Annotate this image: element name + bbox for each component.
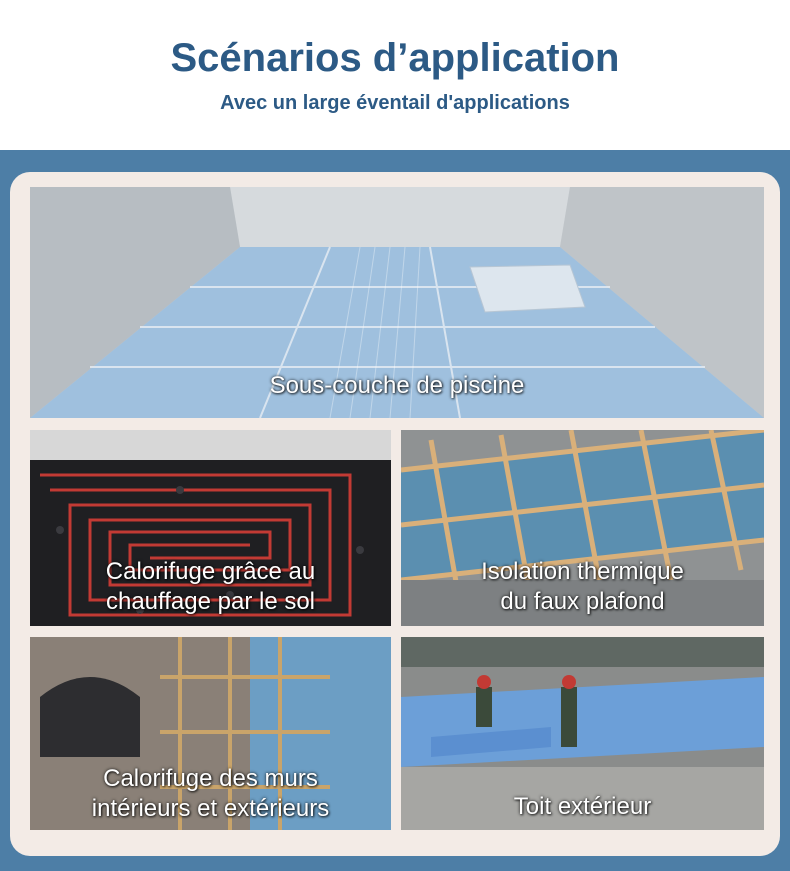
caption-pool-underlay bbox=[30, 371, 764, 401]
caption-line: Calorifuge des murs bbox=[103, 765, 318, 792]
caption-floor-heating bbox=[30, 557, 391, 617]
caption-line: Calorifuge grâce au bbox=[105, 558, 316, 585]
photo-exterior-roof bbox=[401, 637, 764, 830]
caption-exterior-roof bbox=[401, 792, 764, 822]
photo-walls bbox=[30, 637, 391, 830]
page-title: Scénarios d’application bbox=[170, 36, 620, 80]
header bbox=[0, 0, 790, 150]
caption-line: chauffage par le sol bbox=[105, 588, 316, 615]
caption-line: Sous-couche de piscine bbox=[269, 372, 525, 399]
photo-pool-underlay bbox=[30, 187, 764, 418]
caption-walls bbox=[30, 764, 391, 824]
caption-line: du faux plafond bbox=[500, 588, 665, 615]
caption-line: intérieurs et extérieurs bbox=[91, 795, 330, 822]
caption-line: Isolation thermique bbox=[481, 558, 684, 585]
photo-floor-heating bbox=[30, 430, 391, 626]
caption-line: Toit extérieur bbox=[513, 793, 652, 820]
photo-false-ceiling bbox=[401, 430, 764, 626]
caption-false-ceiling bbox=[401, 557, 764, 617]
page-subtitle: Avec un large éventail d'applications bbox=[220, 92, 570, 114]
